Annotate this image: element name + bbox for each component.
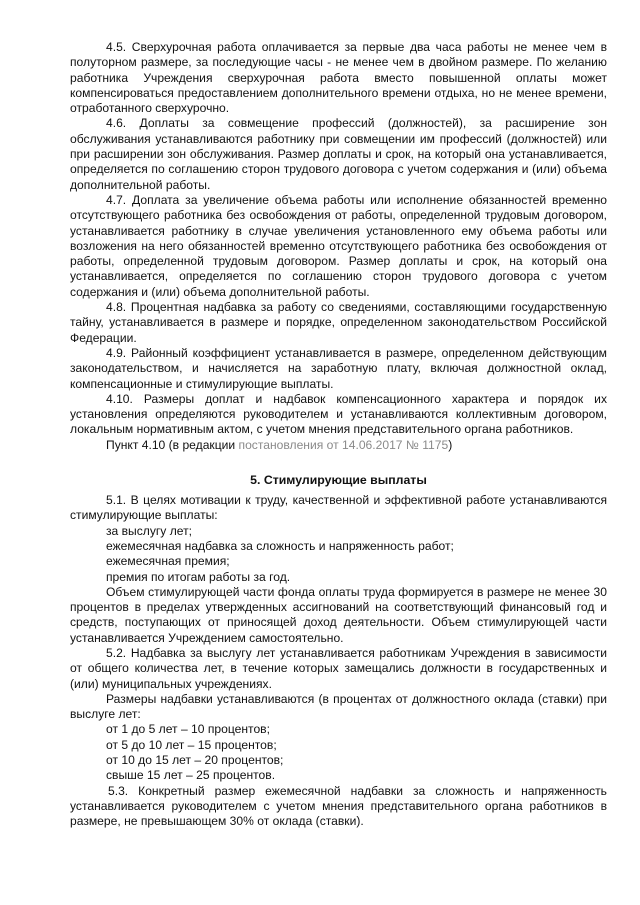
list-item: премия по итогам работы за год. bbox=[106, 569, 291, 584]
list-item: от 10 до 15 лет – 20 процентов; bbox=[106, 753, 284, 768]
paragraph-5-3: 5.3. Конкретный размер ежемесячной надбавки за сложность и напряженность устанавливается руководителем с учетом мнения представительного органа работников в размере, не превышающем 30% от оклада (ставки). bbox=[70, 783, 607, 829]
list-item: от 1 до 5 лет – 10 процентов; bbox=[106, 722, 270, 737]
paragraph-5-2: 5.2. Надбавка за выслугу лет устанавливается работникам Учреждения в зависимости от общего количества лет, в течение которых замещались должности в государственных и (или) муниципальных учреждениях. bbox=[70, 645, 607, 691]
paragraph-4-10: 4.10. Размеры доплат и надбавок компенсационного характера и порядок их установления определяются руководителем и устанавливаются коллективным договором, локальным нормативным актом, с учетом мнения представительного органа работников. bbox=[70, 391, 607, 437]
amendment-note bbox=[70, 438, 607, 453]
list-item: ежемесячная премия; bbox=[106, 554, 230, 569]
paragraph-fund: Объем стимулирующей части фонда оплаты труда формируется в размере не менее 30 процентов в пределах утвержденных ассигнований на соответствующий финансовый год и средств, поступающих от приносящей доход деятельности. Объем стимулирующей части устанавливается Учреждением самостоятельно. bbox=[70, 584, 607, 645]
paragraph-4-8: 4.8. Процентная надбавка за работу со сведениями, составляющими государственную тайну, устанавливается в размере и порядке, определенном законодательством Российской Федерации. bbox=[70, 300, 607, 345]
paragraph-4-6: 4.6. Доплаты за совмещение профессий (должностей), за расширение зон обслуживания устанавливаются работнику при совмещении им профессий (должностей) или при расширении зон обслуживания. Размер доплаты и срок, на который она устанавливается, определяется по соглашению сторон трудового договора с учетом содержания и (или) объема дополнительной работы. bbox=[70, 116, 607, 192]
amendment-link[interactable]: постановления от 14.06.2017 № 1175 bbox=[238, 437, 449, 452]
section-title: 5. Стимулирующие выплаты bbox=[250, 473, 427, 488]
list-item: свыше 15 лет – 25 процентов. bbox=[106, 768, 276, 783]
paragraph-4-9: 4.9. Районный коэффициент устанавливается в размере, определенном действующим законодательством, и начисляется на заработную плату, включая должностной оклад, компенсационные и стимулирующие выплаты. bbox=[70, 345, 607, 391]
list-item: ежемесячная надбавка за сложность и напряженность работ; bbox=[106, 538, 454, 553]
amendment-note-suffix: ) bbox=[448, 437, 453, 452]
paragraph-4-7: 4.7. Доплата за увеличение объема работы или исполнение обязанностей временно отсутствующего работника без освобождения от работы, определенной трудовым договором, устанавливается работнику в случае увеличения установленного ему объема работы или возложения на него обязанностей временно отсутствующего работника без освобождения от работы, определенной трудовым договором. Размер доплаты и срок, на который она устанавливается, определяется по соглашению сторон трудового договора с учетом содержания и (или) объема дополнительной работы. bbox=[70, 192, 607, 299]
list-item: за выслугу лет; bbox=[106, 523, 192, 538]
paragraph-4-5: 4.5. Сверхурочная работа оплачивается за первые два часа работы не менее чем в полуторном размере, за последующие часы - не менее чем в двойном размере. По желанию работника Учреждения сверхурочная работа вместо повышенной оплаты может компенсироваться предоставлением дополнительного времени отдыха, но не менее времени, отработанного сверхурочно. bbox=[70, 40, 607, 116]
paragraph-sizes: Размеры надбавки устанавливаются (в процентах от должностного оклада (ставки) при выслуге лет: bbox=[70, 691, 607, 722]
paragraph-5-1: 5.1. В целях мотивации к труду, качественной и эффективной работе устанавливаются стимулирующие выплаты: bbox=[70, 493, 607, 523]
amendment-note-prefix: Пункт 4.10 (в редакции bbox=[106, 437, 239, 452]
list-item: от 5 до 10 лет – 15 процентов; bbox=[106, 737, 277, 752]
